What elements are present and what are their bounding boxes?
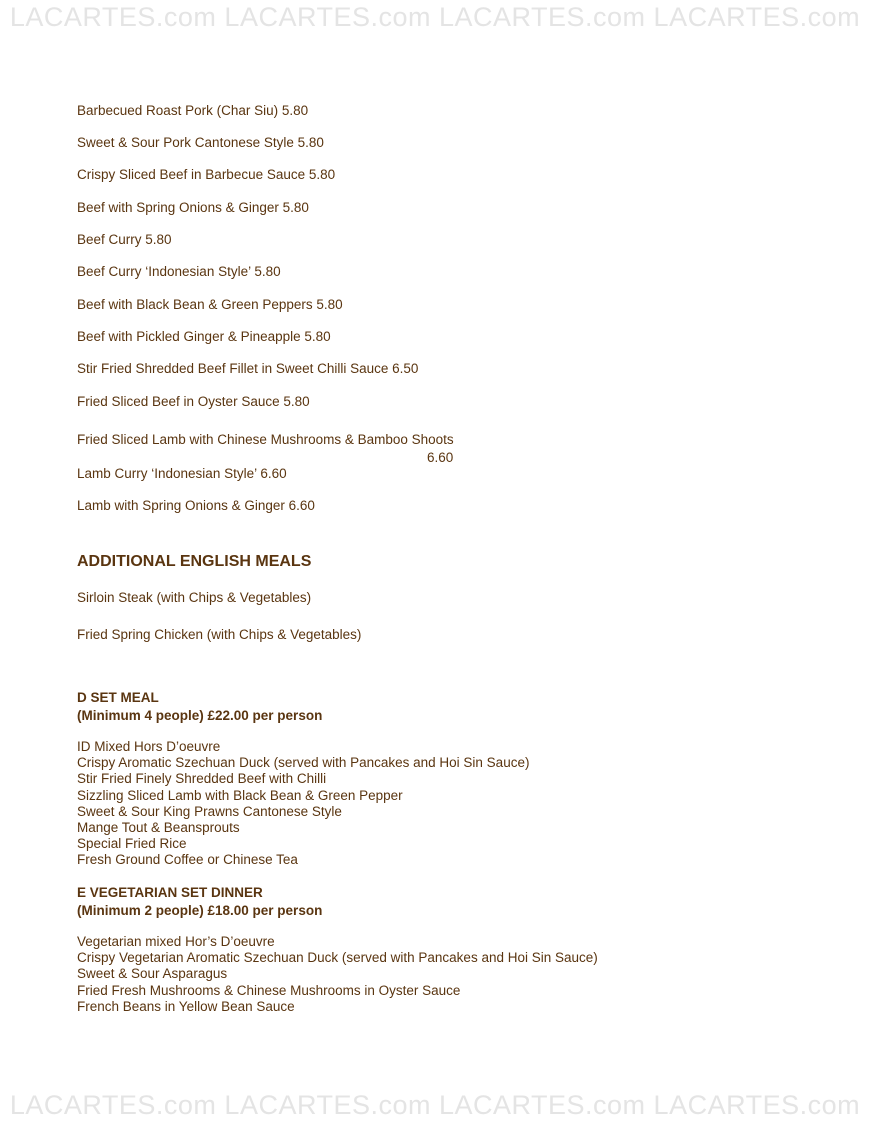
english-meal-sirloin: Sirloin Steak (with Chips & Vegetables): [77, 590, 312, 605]
menu-item-sweet-sour-pork: Sweet & Sour Pork Cantonese Style 5.80: [77, 135, 324, 150]
menu-item-beef-oyster-sauce: Fried Sliced Beef in Oyster Sauce 5.80: [77, 394, 310, 409]
set-e-subtitle: (Minimum 2 people) £18.00 per person: [77, 903, 323, 918]
menu-item-beef-curry-indonesian: Beef Curry ‘Indonesian Style’ 5.80: [77, 264, 281, 279]
set-d-subtitle: (Minimum 4 people) £22.00 per person: [77, 708, 323, 723]
list-item: Sweet & Sour King Prawns Cantonese Style: [77, 803, 342, 819]
set-d-items: [77, 739, 529, 869]
menu-item-beef-spring-onions: Beef with Spring Onions & Ginger 5.80: [77, 200, 309, 215]
list-item: Crispy Aromatic Szechuan Duck (served with Pancakes and Hoi Sin Sauce): [77, 755, 530, 771]
menu-item-beef-black-bean: Beef with Black Bean & Green Peppers 5.80: [77, 297, 343, 312]
list-item: Sizzling Sliced Lamb with Black Bean & Green Pepper: [77, 787, 403, 803]
watermark-bottom: LACARTES.com LACARTES.com LACARTES.com LACARTES.com: [9, 1090, 861, 1120]
list-item: French Beans in Yellow Bean Sauce: [77, 998, 295, 1014]
menu-item-lamb-mushrooms: Fried Sliced Lamb with Chinese Mushrooms & Bamboo Shoots: [77, 432, 454, 447]
english-meals-heading: ADDITIONAL ENGLISH MEALS: [77, 553, 312, 570]
watermark-top: LACARTES.com LACARTES.com LACARTES.com LACARTES.com: [9, 2, 861, 32]
menu-item-beef-pickled-ginger: Beef with Pickled Ginger & Pineapple 5.80: [77, 329, 331, 344]
list-item: Fried Fresh Mushrooms & Chinese Mushrooms in Oyster Sauce: [77, 982, 461, 998]
menu-item-shredded-beef-fillet: Stir Fried Shredded Beef Fillet in Sweet Chilli Sauce 6.50: [77, 361, 419, 376]
menu-item-lamb-mushrooms-price: 6.60: [427, 450, 454, 465]
set-d-title: D SET MEAL: [77, 690, 159, 705]
menu-item-lamb-curry: Lamb Curry ‘Indonesian Style’ 6.60: [77, 466, 287, 481]
list-item: ID Mixed Hors D’oeuvre: [77, 739, 221, 754]
list-item: Fresh Ground Coffee or Chinese Tea: [77, 852, 298, 868]
menu-item-lamb-spring-onions: Lamb with Spring Onions & Ginger 6.60: [77, 498, 315, 513]
menu-item-char-siu: Barbecued Roast Pork (Char Siu) 5.80: [77, 103, 309, 118]
list-item: Vegetarian mixed Hor’s D’oeuvre: [77, 934, 275, 949]
list-item: Sweet & Sour Asparagus: [77, 966, 228, 982]
list-item: Special Fried Rice: [77, 836, 187, 852]
english-meal-chicken: Fried Spring Chicken (with Chips & Vegetables): [77, 627, 362, 642]
set-e-items: [77, 934, 598, 1015]
list-item: Mange Tout & Beansprouts: [77, 820, 240, 836]
set-e-title: E VEGETARIAN SET DINNER: [77, 885, 263, 900]
list-item: Crispy Vegetarian Aromatic Szechuan Duck (served with Pancakes and Hoi Sin Sauce): [77, 950, 598, 966]
menu-item-crispy-beef: Crispy Sliced Beef in Barbecue Sauce 5.80: [77, 167, 336, 182]
menu-item-beef-curry: Beef Curry 5.80: [77, 232, 172, 247]
list-item: Stir Fried Finely Shredded Beef with Chilli: [77, 771, 327, 787]
set-d-block: [77, 689, 529, 869]
set-e-block: [77, 884, 598, 1015]
